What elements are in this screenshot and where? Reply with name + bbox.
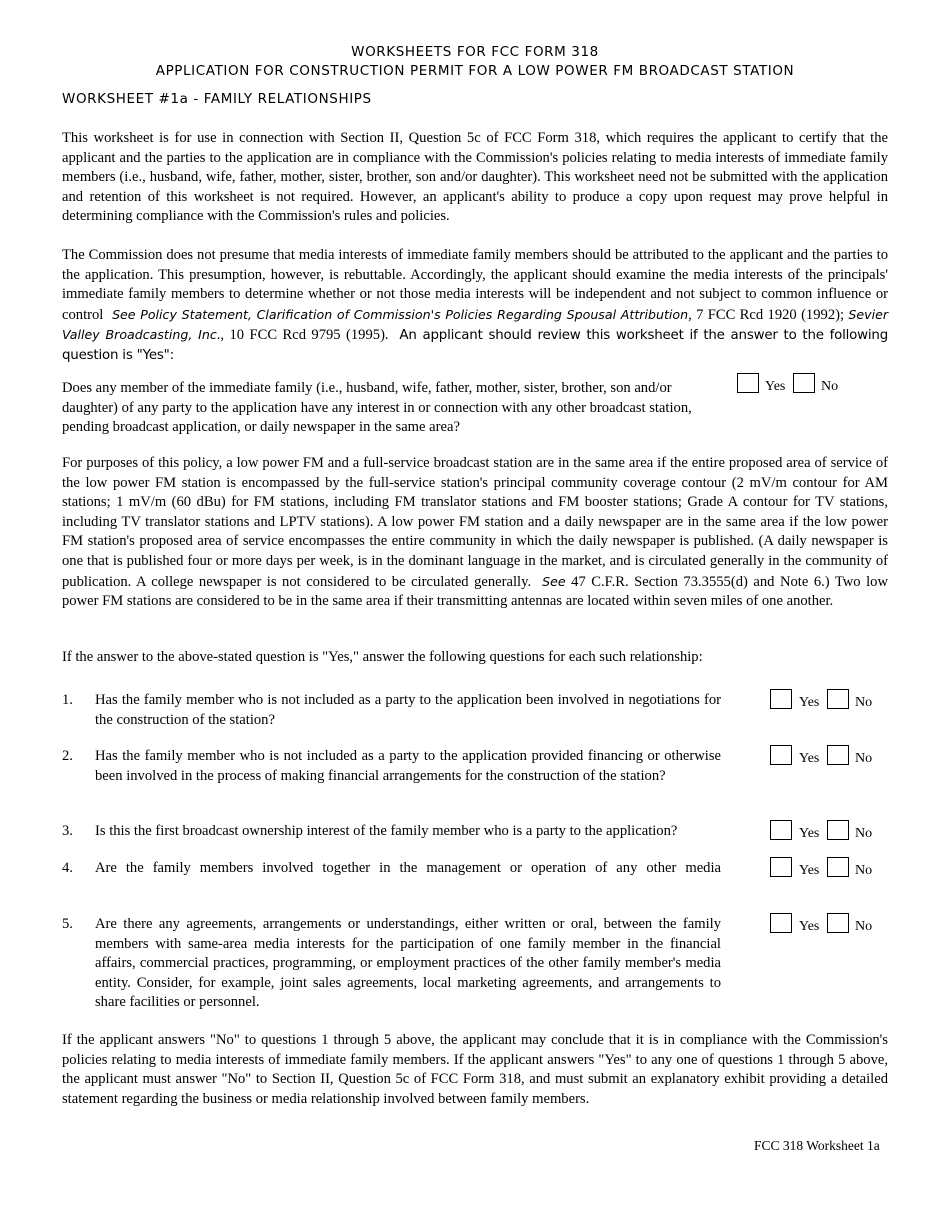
- same-area-rest: 47 C.F.R. Section 73.3555(d) and Note 6.) Two low power FM stations are considered to be in the same area if their transmitting antennas are located within seven miles of one another.: [62, 573, 889, 610]
- question-5-yes-checkbox[interactable]: [770, 913, 792, 933]
- if-yes-instruction: If the answer to the above-stated question is "Yes," answer the following questions for each such relationship:: [62, 649, 703, 665]
- presumption-paragraph: [62, 246, 888, 366]
- question-1-yes-checkbox[interactable]: [770, 689, 792, 709]
- main-question-yes-checkbox[interactable]: [737, 373, 759, 393]
- question-2-yes-label: Yes: [799, 751, 820, 766]
- citation-sevier-valley: Sevier Valley Broadcasting, Inc: [62, 306, 889, 343]
- main-question-text: Does any member of the immediate family (i.e., husband, wife, father, mother, sister, brother, son and/or daughter) of any party to the application have any interest in or connection with any other broadcast station, pending broadcast application, or daily newspaper in the same area?: [62, 380, 692, 436]
- page-footer: FCC 318 Worksheet 1a: [754, 1138, 880, 1153]
- form-subheading: APPLICATION FOR CONSTRUCTION PERMIT FOR A LOW POWER FM BROADCAST STATION: [155, 63, 795, 79]
- question-3-number: 3.: [62, 823, 73, 839]
- question-4-no-checkbox[interactable]: [827, 857, 849, 877]
- question-1-text: Has the family member who is not included as a party to the application been involved in negotiations for the construction of the station?: [95, 692, 721, 728]
- form-heading: WORKSHEETS FOR FCC FORM 318: [351, 44, 599, 60]
- main-question-no-checkbox[interactable]: [793, 373, 815, 393]
- main-question-no-label: No: [821, 379, 839, 394]
- review-instruction: An applicant should review this worksheet if the answer to the following question is "Yes":: [62, 328, 888, 363]
- same-area-text: For purposes of this policy, a low power FM and a full-service broadcast station are in the same area if the entire proposed area of service of the low power FM station is encompassed by the full-service station's principal community coverage contour (2 mV/m contour for AM stations; 1 mV/m (60 dBu) for FM stations, including FM translator stations and FM booster stations; Grade A contour for TV stations, including TV translator stations and LPTV stations). A low power FM station and a daily newspaper are in the same area if the low power FM station's proposed area of service encompasses the entire community in which the daily newspaper is published. (A daily newspaper is one that is published four or more days per week, is in the dominant language in the market, and is circulated generally in the community of publication. A college newspaper is not considered to be circulated generally.: [62, 455, 888, 590]
- citation-sevier-rest: ., 10 FCC Rcd 9795 (1995).: [216, 327, 389, 344]
- same-area-paragraph: [62, 454, 888, 612]
- question-3-no-checkbox[interactable]: [827, 820, 849, 840]
- question-5-text: Are there any agreements, arrangements or understandings, either written or oral, between the family members with same-area media interests for the participation of one family member in the financial affairs, commercial practices, programming, or employment practices of the other family member's media entity. Consider, for example, joint sales agreements, local marketing agreements, and arrangements to share facilities or personnel.: [95, 916, 721, 1011]
- question-3-yes-checkbox[interactable]: [770, 820, 792, 840]
- intro-paragraph: This worksheet is for use in connection with Section II, Question 5c of FCC Form 318, which requires the applicant to certify that the applicant and the parties to the application are in compliance with the Commission's policies relating to media interests of immediate family members (i.e., husband, wife, father, mother, sister, brother, son and/or daughter). This worksheet need not be submitted with the application and retention of this worksheet is not required. However, an applicant's ability to produce a copy upon request may prove helpful in determining compliance with the Commission's rules and policies.: [62, 130, 888, 225]
- question-2-no-label: No: [855, 751, 873, 766]
- question-1-yes-label: Yes: [799, 695, 820, 710]
- question-3-text: Is this the first broadcast ownership interest of the family member who is a party to the application?: [95, 823, 678, 839]
- question-4-yes-checkbox[interactable]: [770, 857, 792, 877]
- citation-policy-rest: , 7 FCC Rcd 1920 (1992);: [688, 306, 845, 323]
- question-5-number: 5.: [62, 916, 73, 932]
- question-1-no-label: No: [855, 695, 873, 710]
- conclusion-paragraph: If the applicant answers "No" to questions 1 through 5 above, the applicant may conclude that it is in compliance with the Commission's policies relating to media interests of immediate family members. If the applicant answers "Yes" to any one of questions 1 through 5 above, the applicant must answer "No" to Section II, Question 5c of FCC Form 318, and must submit an explanatory exhibit providing a detailed statement regarding the business or media relationship involved between family members.: [62, 1032, 888, 1107]
- see-reference: See: [542, 573, 566, 589]
- question-2-number: 2.: [62, 748, 73, 764]
- question-3-yes-label: Yes: [799, 826, 820, 841]
- question-4-no-label: No: [855, 863, 873, 878]
- question-3-no-label: No: [855, 826, 873, 841]
- question-4-number: 4.: [62, 860, 73, 876]
- question-4-text: Are the family members involved together in the management or operation of any other media: [95, 860, 721, 876]
- presumption-text: The Commission does not presume that media interests of immediate family members should be attributed to the applicant and the parties to the application. This presumption, however, is rebuttable. Accordingly, the applicant should examine the media interests of the principals' immediate family members to determine whether or not those media interests will be independent and not subject to common influence or control: [62, 247, 888, 323]
- question-1-number: 1.: [62, 692, 73, 708]
- main-question-yes-label: Yes: [765, 379, 786, 394]
- citation-policy-statement: See Policy Statement, Clarification of Commission's Policies Regarding Spousal Attribution: [112, 306, 689, 322]
- question-5-no-checkbox[interactable]: [827, 913, 849, 933]
- worksheet-title: WORKSHEET #1a - FAMILY RELATIONSHIPS: [62, 91, 372, 107]
- question-2-text: Has the family member who is not included as a party to the application provided financing or otherwise been involved in the process of making financial arrangements for the construction of the station?: [95, 748, 721, 784]
- question-1-no-checkbox[interactable]: [827, 689, 849, 709]
- question-5-no-label: No: [855, 919, 873, 934]
- question-2-yes-checkbox[interactable]: [770, 745, 792, 765]
- question-4-yes-label: Yes: [799, 863, 820, 878]
- question-2-no-checkbox[interactable]: [827, 745, 849, 765]
- question-5-yes-label: Yes: [799, 919, 820, 934]
